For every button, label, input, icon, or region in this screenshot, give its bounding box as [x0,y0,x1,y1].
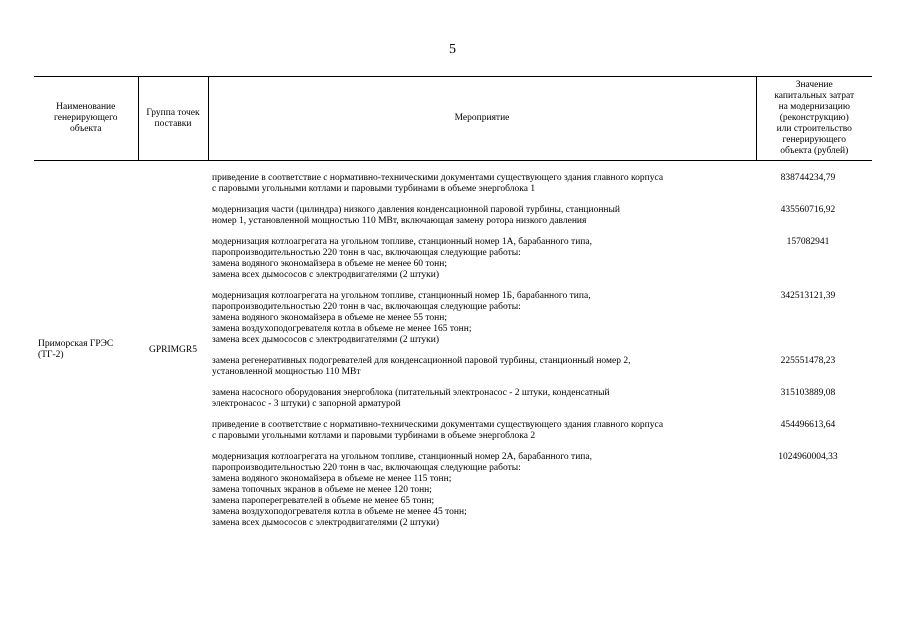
text-line: объекта [70,124,102,134]
text-line: капитальных затрат [774,91,855,101]
measure-item [208,291,872,346]
measure-line: с паровыми угольными котлами и паровыми турбинами в объеме энергоблока 1 [212,184,536,194]
measure-item [208,452,872,529]
text-line: на модернизацию [778,102,850,112]
measure-line: замена топочных экранов в объеме не менее 120 тонн; [212,485,432,495]
measure-line: модернизация части (цилиндра) низкого давления конденсационной паровой турбины, станционный [212,205,620,215]
text-line: поставки [154,118,192,129]
measure-description [208,452,744,529]
measure-item [208,237,872,281]
measure-description [208,356,744,378]
measure-line: замена регенеративных подогревателей для конденсационной паровой турбины, станционный номер 2, [212,356,631,366]
measure-item [208,205,872,227]
text-line: Приморская ГРЭС [38,339,114,349]
measure-item [208,173,872,195]
measure-line: модернизация котлоагрегата на угольном топливе, станционный номер 1А, барабанного типа, [212,237,592,247]
measure-item [208,388,872,410]
text-line: Значение [795,80,833,90]
measure-item [208,356,872,378]
measure-line: модернизация котлоагрегата на угольном топливе, станционный номер 1Б, барабанного типа, [212,291,591,301]
cell-group [138,161,208,540]
measure-cost: 157082941 [786,237,830,247]
cell-measures [208,161,872,540]
measure-line: замена всех дымососов с электродвигателями (2 штуки) [212,270,439,280]
measure-line: замена воздухоподогревателя котла в объеме не менее 45 тонн; [212,507,467,517]
measure-description [208,173,744,195]
text-line: объекта (рублей) [780,146,849,156]
text-line: Мероприятие [454,113,510,123]
measure-cost: 454496613,64 [780,420,836,430]
measure-item [208,420,872,442]
investment-table [34,76,872,539]
measure-description [208,291,744,346]
header-measure [208,77,756,161]
header-value-lines [759,80,871,157]
measure-line: с паровыми угольными котлами и паровыми турбинами в объеме энергоблока 2 [212,431,536,441]
measure-line: приведение в соответствие с нормативно-техническими документами существующего здания главного корпуса [212,173,664,183]
measure-cost: 225551478,23 [780,356,836,366]
text-line: Наименование [56,102,116,112]
measure-line: замена пароперегревателей в объеме не менее 65 тонн; [212,496,435,506]
measure-description [208,237,744,281]
group-code: GPRIMGR5 [148,344,198,355]
measure-line: замена воздухоподогревателя котла в объеме не менее 165 тонн; [212,324,472,334]
measure-line: замена водяного экономайзера в объеме не менее 60 тонн; [212,259,447,269]
measure-line: электронасос - 3 штуки) с запорной арматурой [212,399,401,409]
measure-cost: 342513121,39 [780,291,836,301]
measure-line: замена водяного экономайзера в объеме не менее 55 тонн; [212,313,447,323]
cell-object [34,161,138,540]
header-object-lines [36,102,136,135]
measure-line: замена насосного оборудования энергоблока (питательный электронасос - 2 штуки, конденсатный [212,388,610,398]
measure-line: приведение в соответствие с нормативно-техническими документами существующего здания главного корпуса [212,420,664,430]
text-line: генерирующего [782,135,847,145]
text-line: генерирующего [53,113,118,123]
measure-line: замена всех дымососов с электродвигателями (2 штуки) [212,335,439,345]
measure-cost: 435560716,92 [780,205,836,215]
object-name [34,339,138,361]
text-line: Группа точек [146,107,200,118]
measure-line: паропроизводительностью 220 тонн в час, включающая следующие работы: [212,463,521,473]
text-line: или строительство [776,124,852,134]
measure-line: паропроизводительностью 220 тонн в час, включающая следующие работы: [212,248,521,258]
measure-line: установленной мощностью 110 МВт [212,367,361,377]
header-object [34,77,138,161]
header-group-lines [141,108,206,130]
measure-line: замена всех дымососов с электродвигателями (2 штуки) [212,518,439,528]
measure-description [208,388,744,410]
investment-table-wrapper [34,76,872,539]
page-number: 5 [449,42,456,57]
header-measure-lines [211,113,754,124]
text-line: (реконструкцию) [779,113,849,123]
text-line: (ТГ-2) [38,350,64,360]
measure-line: модернизация котлоагрегата на угольном топливе, станционный номер 2А, барабанного типа, [212,452,592,462]
header-group [138,77,208,161]
measure-cost: 315103889,08 [780,388,836,398]
table-row [34,161,872,540]
measure-description [208,420,744,442]
table-header-row [34,77,872,161]
measure-cost: 1024960004,33 [778,452,838,462]
measure-cost: 838744234,79 [780,173,836,183]
measure-description [208,205,744,227]
header-value [756,77,872,161]
measure-list [208,161,872,529]
measure-line: паропроизводительностью 220 тонн в час, включающая следующие работы: [212,302,521,312]
measure-line: замена водяного экономайзера в объеме не менее 115 тонн; [212,474,452,484]
measure-line: номер 1, установленной мощностью 110 МВт, включающая замену ротора низкого давления [212,216,587,226]
